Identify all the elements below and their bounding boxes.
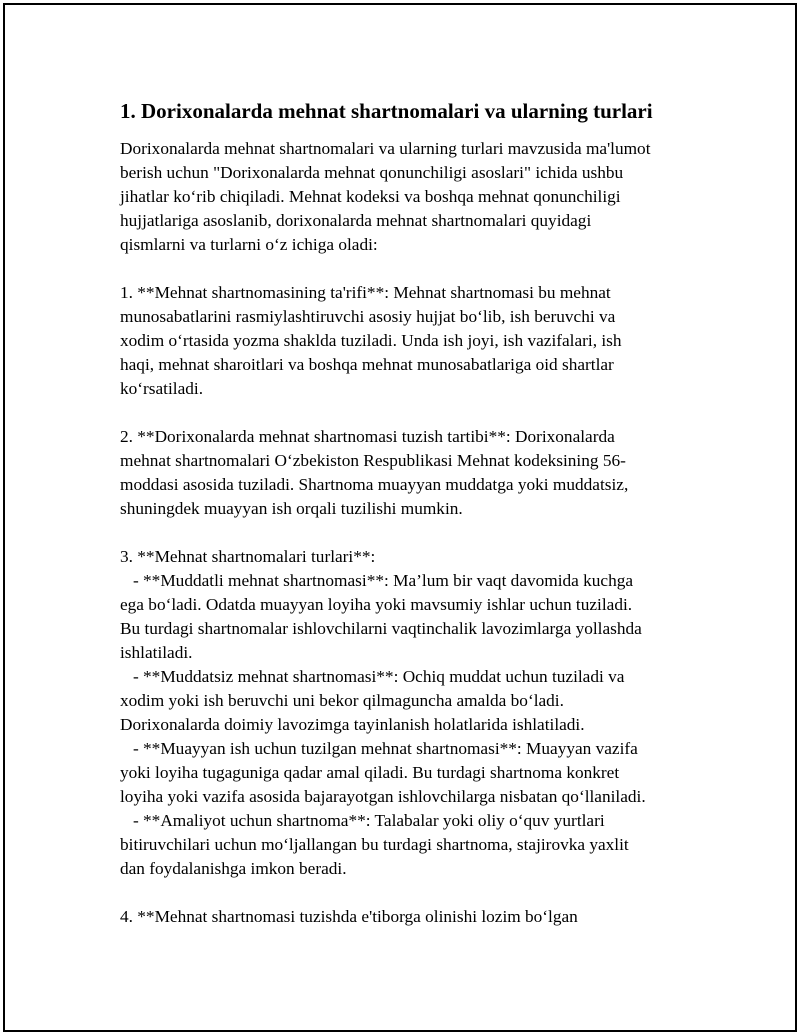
text-line: berish uchun "Dorixonalarda mehnat qonunchiligi asoslari" ichida ushbu bbox=[120, 163, 624, 182]
text-line: haqi, mehnat sharoitlari va boshqa mehnat munosabatlariga oid shartlar bbox=[120, 355, 614, 374]
text-line: qismlarni va turlarni o‘z ichiga oladi: bbox=[120, 235, 378, 254]
text-line: - **Amaliyot uchun shartnoma**: Talabalar yoki oliy o‘quv yurtlari bbox=[120, 811, 605, 830]
paragraph-section-2 bbox=[120, 425, 700, 521]
text-line: xodim o‘rtasida yozma shaklda tuziladi. Unda ish joyi, ish vazifalari, ish bbox=[120, 331, 622, 350]
text-line: moddasi asosida tuziladi. Shartnoma muayyan muddatga yoki muddatsiz, bbox=[120, 475, 629, 494]
text-line: bitiruvchilari uchun mo‘ljallangan bu turdagi shartnoma, stajirovka yaxlit bbox=[120, 835, 629, 854]
text-line: mehnat shartnomalari O‘zbekiston Respublikasi Mehnat kodeksining 56- bbox=[120, 451, 626, 470]
text-line: - **Muayyan ish uchun tuzilgan mehnat shartnomasi**: Muayyan vazifa bbox=[120, 739, 638, 758]
text-line: xodim yoki ish beruvchi uni bekor qilmaguncha amalda bo‘ladi. bbox=[120, 691, 564, 710]
document-body bbox=[120, 97, 700, 929]
text-line: shuningdek muayyan ish orqali tuzilishi mumkin. bbox=[120, 499, 463, 518]
text-line: jihatlar ko‘rib chiqiladi. Mehnat kodeksi va boshqa mehnat qonunchiligi bbox=[120, 187, 621, 206]
text-line: Bu turdagi shartnomalar ishlovchilarni vaqtinchalik lavozimlarga yollashda bbox=[120, 619, 642, 638]
text-line: yoki loyiha tugaguniga qadar amal qiladi. Bu turdagi shartnoma konkret bbox=[120, 763, 620, 782]
text-line: loyiha yoki vazifa asosida bajarayotgan ishlovchilarga nisbatan qo‘llaniladi. bbox=[120, 787, 646, 806]
text-line: Dorixonalarda doimiy lavozimga tayinlanish holatlarida ishlatiladi. bbox=[120, 715, 585, 734]
text-line: 2. **Dorixonalarda mehnat shartnomasi tuzish tartibi**: Dorixonalarda bbox=[120, 427, 615, 446]
text-line: 4. **Mehnat shartnomasi tuzishda e'tiborga olinishi lozim bo‘lgan bbox=[120, 907, 578, 926]
page-frame bbox=[3, 3, 797, 1032]
paragraph-spacer bbox=[120, 521, 700, 545]
text-line: - **Muddatli mehnat shartnomasi**: Ma’lum bir vaqt davomida kuchga bbox=[120, 571, 634, 590]
text-line: ega bo‘ladi. Odatda muayyan loyiha yoki mavsumiy ishlar uchun tuziladi. bbox=[120, 595, 633, 614]
text-line: ko‘rsatiladi. bbox=[120, 379, 204, 398]
text-line: dan foydalanishga imkon beradi. bbox=[120, 859, 347, 878]
text-line: - **Muddatsiz mehnat shartnomasi**: Ochiq muddat uchun tuziladi va bbox=[120, 667, 625, 686]
paragraph-section-4 bbox=[120, 905, 700, 929]
text-line: 3. **Mehnat shartnomalari turlari**: bbox=[120, 547, 376, 566]
text-line: 1. **Mehnat shartnomasining ta'rifi**: Mehnat shartnomasi bu mehnat bbox=[120, 283, 611, 302]
text-line: munosabatlarini rasmiylashtiruvchi asosiy hujjat bo‘lib, ish beruvchi va bbox=[120, 307, 616, 326]
paragraph-section-3 bbox=[120, 545, 700, 881]
paragraph-section-1 bbox=[120, 281, 700, 401]
paragraph-spacer bbox=[120, 401, 700, 425]
text-line: hujjatlariga asoslanib, dorixonalarda mehnat shartnomalari quyidagi bbox=[120, 211, 592, 230]
text-line: ishlatiladi. bbox=[120, 643, 193, 662]
paragraph-intro bbox=[120, 137, 700, 257]
page-title: 1. Dorixonalarda mehnat shartnomalari va ularning turlari bbox=[120, 99, 653, 123]
paragraph-spacer bbox=[120, 881, 700, 905]
paragraph-spacer bbox=[120, 257, 700, 281]
text-line: Dorixonalarda mehnat shartnomalari va ularning turlari mavzusida ma'lumot bbox=[120, 139, 651, 158]
